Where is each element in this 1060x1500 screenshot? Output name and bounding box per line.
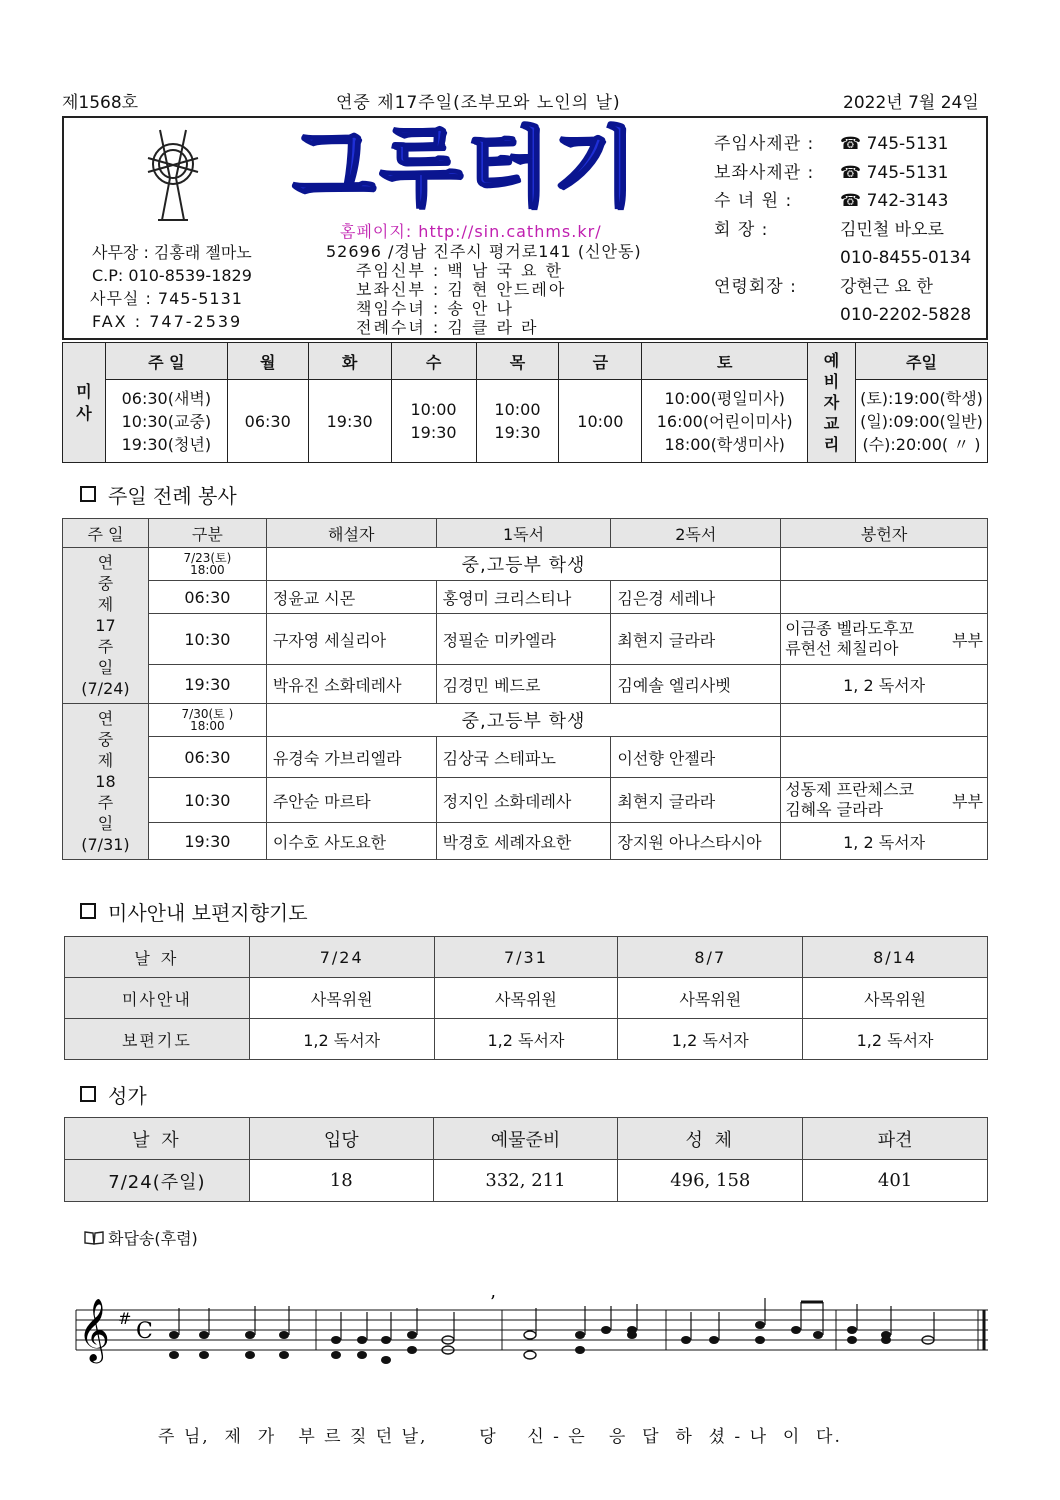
offer-cell: 1, 2 독서자 — [781, 823, 988, 860]
liturgy-header: 해설자 — [266, 519, 436, 548]
guide-header: 8/14 — [803, 937, 988, 978]
schedule-header: 화 — [308, 343, 391, 380]
occasion-title: 연중 제17주일(조부모와 노인의 날) — [336, 93, 621, 113]
contact-row: 010-8455-0134 — [840, 248, 972, 268]
mass-time: 06:30 — [148, 737, 266, 778]
week-label: 연 중 제 18 주 일 (7/31) — [63, 704, 149, 860]
psalm-lyrics: 주 님, 제 가 부 르 짖 던 날, 당 신 - 은 응 답 하 셨 - 나 이 다. — [158, 1427, 842, 1447]
reader-1: 정필순 미카엘라 — [436, 614, 611, 665]
mass-time: 19:30 — [148, 823, 266, 860]
hymn-communion: 496, 158 — [618, 1160, 803, 1202]
hymn-offertory: 332, 211 — [433, 1160, 618, 1202]
liturgy-header: 2독서 — [611, 519, 781, 548]
homepage-link[interactable]: 홈페이지: http://sin.cathms.kr/ — [340, 222, 602, 241]
schedule-cell: 10:00 19:30 — [391, 380, 476, 463]
psalm-heading: 화답송(후렴) — [84, 1226, 198, 1249]
hymn-header: 성 체 — [618, 1118, 803, 1160]
guide-cell: 1,2 독서자 — [618, 1019, 803, 1060]
commentator: 구자영 세실리아 — [266, 614, 436, 665]
schedule-cell: 10:00 — [559, 380, 642, 463]
guide-cell: 사목위원 — [249, 978, 434, 1019]
offer-suffix: 부부 — [952, 791, 983, 811]
contact-row: 회 장 : 김민철 바오로 — [714, 219, 944, 240]
liturgy-header: 봉헌자 — [781, 519, 988, 548]
contact-list — [714, 130, 984, 330]
office-phone: 사무실 : 745-5131 — [90, 289, 243, 308]
hymn-header: 파견 — [803, 1118, 988, 1160]
contact-row: 수 녀 원 : ☎ 742-3143 — [714, 191, 949, 211]
schedule-header: 목 — [476, 343, 559, 380]
svg-text:𝄞: 𝄞 — [78, 1298, 110, 1361]
schedule-header: 월 — [227, 343, 308, 380]
reader-1: 정지인 소화데레사 — [436, 778, 611, 823]
guide-header: 7/31 — [434, 937, 618, 978]
clergy-sister-liturgy: 전례수녀 : 김 클 라 라 — [356, 318, 539, 337]
contact-row: 연령회장 : 강현근 요 한 — [714, 276, 933, 297]
schedule-cell: (토):19:00(학생) (일):09:00(일반) (수):20:00( 〃 ) — [856, 380, 988, 463]
mass-label: 미 사 — [63, 343, 106, 463]
svg-text:#: # — [118, 1309, 132, 1328]
contact-row: 주임사제관 : ☎ 745-5131 — [714, 134, 949, 154]
issue-number: 제1568호 — [62, 93, 139, 113]
offer-cell — [781, 581, 988, 614]
guide-header: 날 자 — [65, 937, 250, 978]
contact-row: 보좌사제관 : ☎ 745-5131 — [714, 162, 949, 183]
schedule-header: 수 — [391, 343, 476, 380]
hymn-header: 예물준비 — [433, 1118, 618, 1160]
guide-cell: 1,2 독서자 — [434, 1019, 618, 1060]
offer-cell — [781, 614, 988, 665]
svg-text:’: ’ — [490, 1292, 496, 1313]
hymn-recessional: 401 — [803, 1160, 988, 1202]
hymn-header: 날 자 — [65, 1118, 250, 1160]
liturgy-header: 주 일 — [63, 519, 149, 548]
reader-1: 김경민 베드로 — [436, 665, 611, 704]
schedule-header: 토 — [642, 343, 808, 380]
reader-1: 홍영미 크리스티나 — [436, 581, 611, 614]
mass-time: 10:30 — [148, 614, 266, 665]
catechism-label: 예 비 자 교 리 — [808, 343, 856, 463]
reader-1: 김상국 스테파노 — [436, 737, 611, 778]
guide-table — [64, 936, 988, 1060]
mass-time: 06:30 — [148, 581, 266, 614]
parish-address: 52696 /경남 진주시 평거로141 (신안동) — [326, 242, 642, 261]
hymn-date: 7/24(주일) — [65, 1160, 250, 1202]
contact-row: 010-2202-5828 — [840, 305, 972, 325]
svg-text:C: C — [136, 1319, 153, 1344]
guide-cell: 사목위원 — [803, 978, 988, 1019]
reader-2: 김예솔 엘리사벳 — [611, 665, 781, 704]
office-manager: 사무장 : 김홍래 젤마노 — [92, 243, 252, 262]
book-icon — [84, 1230, 104, 1246]
offer-cell — [781, 778, 988, 823]
schedule-header: 금 — [559, 343, 642, 380]
sat-time: 7/23(토) 18:00 — [148, 548, 266, 581]
hymn-header: 입당 — [249, 1118, 433, 1160]
liturgy-header: 구분 — [148, 519, 266, 548]
liturgy-table — [62, 518, 988, 860]
reader-1: 박경호 세례자요한 — [436, 823, 611, 860]
sat-ministers: 중,고등부 학생 — [266, 704, 780, 737]
schedule-header: 주일 — [856, 343, 988, 380]
guide-header: 7/24 — [249, 937, 434, 978]
offer-cell — [781, 737, 988, 778]
guide-cell: 사목위원 — [618, 978, 803, 1019]
schedule-cell: 19:30 — [308, 380, 391, 463]
church-logo-icon — [140, 128, 206, 224]
reader-2: 김은경 세레나 — [611, 581, 781, 614]
sat-ministers: 중,고등부 학생 — [266, 548, 780, 581]
reader-2: 장지원 아나스타시아 — [611, 823, 781, 860]
office-fax: FAX : 747-2539 — [92, 312, 243, 331]
schedule-cell: 10:00(평일미사) 16:00(어린이미사) 18:00(학생미사) — [642, 380, 808, 463]
section-liturgy-heading: 주일 전례 봉사 — [80, 480, 237, 509]
schedule-cell: 06:30 — [227, 380, 308, 463]
reader-2: 최현지 글라라 — [611, 614, 781, 665]
offer-cell — [781, 704, 988, 737]
schedule-cell: 06:30(새벽) 10:30(교중) 19:30(청년) — [105, 380, 227, 463]
offer-cell — [781, 548, 988, 581]
guide-cell: 1,2 독서자 — [249, 1019, 434, 1060]
hymn-table — [64, 1117, 988, 1202]
mass-time: 10:30 — [148, 778, 266, 823]
offer-couple: 이금종 벨라도후꼬 류현선 체칠리아 — [785, 619, 914, 658]
sat-time: 7/30(토 ) 18:00 — [148, 704, 266, 737]
section-hymn-heading: 성가 — [80, 1080, 147, 1109]
offer-cell: 1, 2 독서자 — [781, 665, 988, 704]
guide-row-label: 보편기도 — [65, 1019, 250, 1060]
hymn-entrance: 18 — [249, 1160, 433, 1202]
section-guide-heading: 미사안내 보편지향기도 — [80, 897, 308, 926]
schedule-header: 주 일 — [105, 343, 227, 380]
guide-cell: 사목위원 — [434, 978, 618, 1019]
offer-couple: 성동제 프란체스코 김혜옥 글라라 — [785, 780, 914, 819]
commentator: 박유진 소화데레사 — [266, 665, 436, 704]
commentator: 정윤교 시몬 — [266, 581, 436, 614]
schedule-cell: 10:00 19:30 — [476, 380, 559, 463]
guide-header: 8/7 — [618, 937, 803, 978]
office-mobile: C.P: 010-8539-1829 — [92, 266, 252, 285]
commentator: 주안순 마르타 — [266, 778, 436, 823]
mass-schedule-table — [62, 342, 988, 463]
reader-2: 이선향 안젤라 — [611, 737, 781, 778]
mass-time: 19:30 — [148, 665, 266, 704]
offer-suffix: 부부 — [952, 630, 983, 650]
clergy-pastor: 주임신부 : 백 남 국 요 한 — [356, 261, 564, 280]
issue-date: 2022년 7월 24일 — [843, 93, 979, 113]
guide-cell: 1,2 독서자 — [803, 1019, 988, 1060]
commentator: 유경숙 가브리엘라 — [266, 737, 436, 778]
guide-row-label: 미사안내 — [65, 978, 250, 1019]
reader-2: 최현지 글라라 — [611, 778, 781, 823]
commentator: 이수호 사도요한 — [266, 823, 436, 860]
checkbox-icon — [80, 903, 96, 919]
psalm-music-staff — [66, 1290, 992, 1400]
liturgy-header: 1독서 — [436, 519, 611, 548]
checkbox-icon — [80, 1086, 96, 1102]
checkbox-icon — [80, 486, 96, 502]
clergy-assistant: 보좌신부 : 김 현 안드레아 — [356, 280, 567, 299]
clergy-sister-head: 책임수녀 : 송 안 나 — [356, 299, 514, 318]
bulletin-title: 그루터기 — [292, 118, 641, 218]
week-label: 연 중 제 17 주 일 (7/24) — [63, 548, 149, 704]
